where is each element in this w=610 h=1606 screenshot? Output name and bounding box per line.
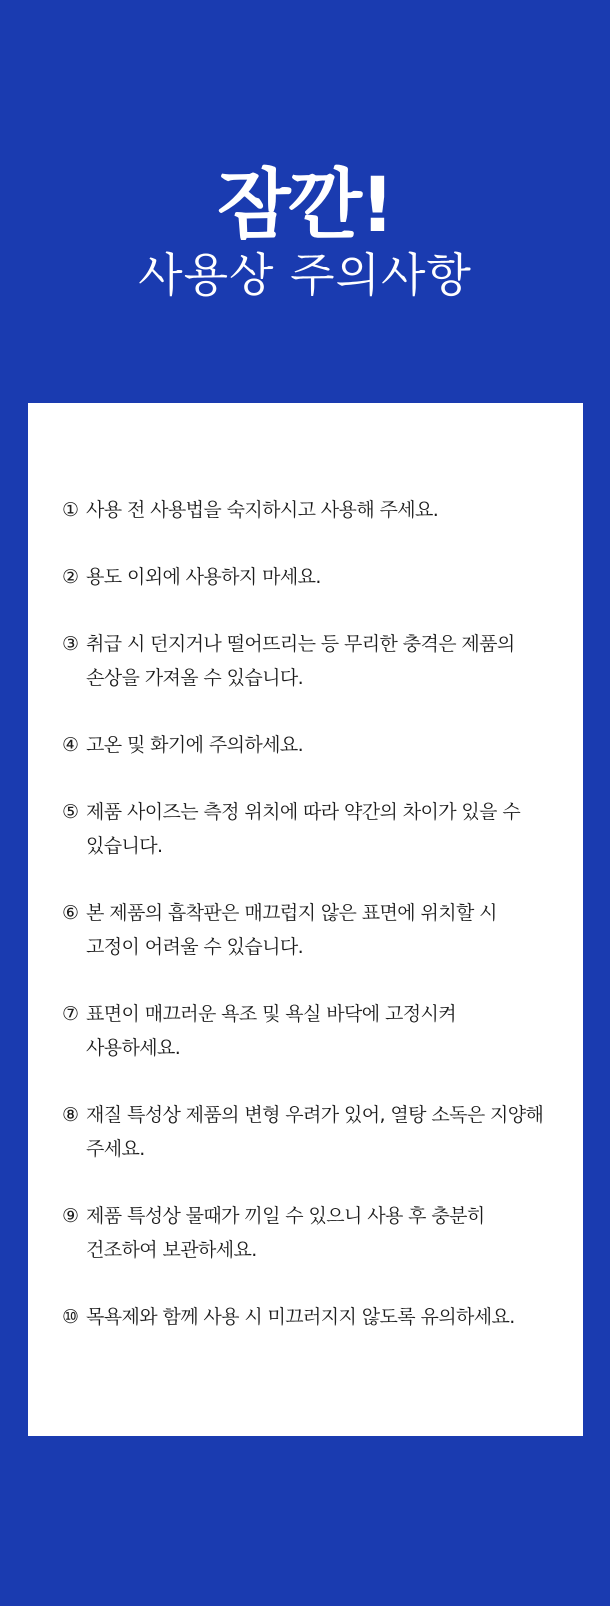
hero-subtitle: 사용상 주의사항 bbox=[138, 248, 472, 302]
notice-item bbox=[62, 728, 553, 762]
notice-text: 본 제품의 흡착판은 매끄럽지 않은 표면에 위치할 시 고정이 어려울 수 있습니다. bbox=[86, 902, 497, 958]
notice-number: ⑤ bbox=[62, 801, 79, 823]
notice-number: ⑩ bbox=[62, 1306, 79, 1328]
notice-text: 취급 시 던지거나 떨어뜨리는 등 무리한 충격은 제품의 손상을 가져올 수 있습니다. bbox=[86, 633, 515, 689]
notice-number: ⑥ bbox=[62, 902, 79, 924]
notice-text: 고온 및 화기에 주의하세요. bbox=[86, 734, 304, 756]
hero-title: 잠깐! bbox=[217, 160, 393, 249]
notice-item bbox=[62, 896, 553, 964]
notice-item bbox=[62, 493, 553, 527]
notice-text: 용도 이외에 사용하지 마세요. bbox=[86, 566, 321, 588]
notice-item bbox=[62, 1300, 553, 1334]
notice-number: ② bbox=[62, 566, 79, 588]
notice-card bbox=[28, 403, 583, 1436]
hero-header bbox=[0, 160, 610, 304]
notice-item bbox=[62, 627, 553, 695]
notice-item bbox=[62, 1098, 553, 1166]
notice-text: 재질 특성상 제품의 변형 우려가 있어, 열탕 소독은 지양해 주세요. bbox=[86, 1104, 544, 1160]
notice-text: 제품 사이즈는 측정 위치에 따라 약간의 차이가 있을 수 있습니다. bbox=[86, 801, 521, 857]
notice-text: 사용 전 사용법을 숙지하시고 사용해 주세요. bbox=[86, 499, 439, 521]
notice-number: ⑦ bbox=[62, 1003, 79, 1025]
notice-number: ⑨ bbox=[62, 1205, 79, 1227]
notice-item bbox=[62, 997, 553, 1065]
notice-number: ③ bbox=[62, 633, 79, 655]
notice-item bbox=[62, 560, 553, 594]
notice-number: ④ bbox=[62, 734, 79, 756]
notice-text: 표면이 매끄러운 욕조 및 욕실 바닥에 고정시켜 사용하세요. bbox=[86, 1003, 456, 1059]
notice-item bbox=[62, 1199, 553, 1267]
notice-text: 제품 특성상 물때가 끼일 수 있으니 사용 후 충분히 건조하여 보관하세요. bbox=[86, 1205, 485, 1261]
notice-item bbox=[62, 795, 553, 863]
notice-number: ① bbox=[62, 499, 79, 521]
notice-list bbox=[62, 493, 553, 1334]
notice-number: ⑧ bbox=[62, 1104, 79, 1126]
notice-text: 목욕제와 함께 사용 시 미끄러지지 않도록 유의하세요. bbox=[86, 1306, 515, 1328]
